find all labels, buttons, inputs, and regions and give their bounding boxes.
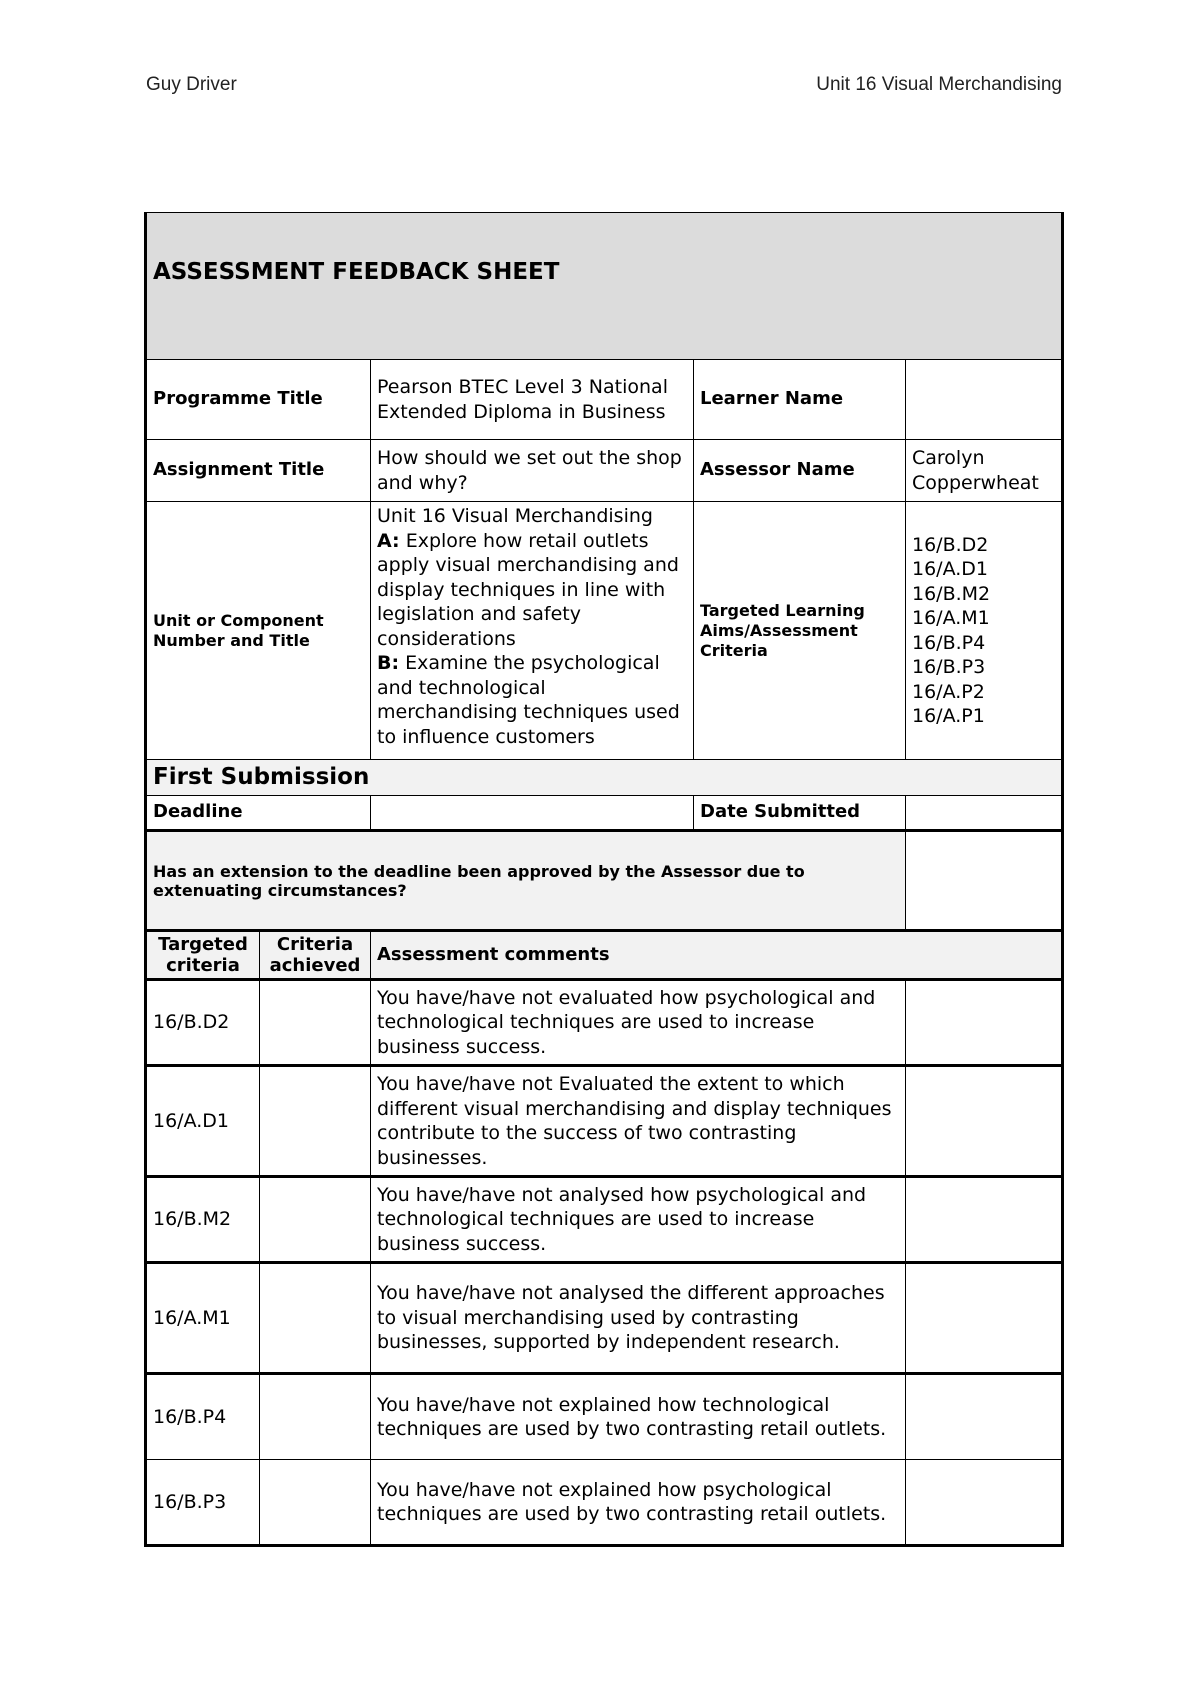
- assignment-title-label: Assignment Title: [146, 440, 371, 502]
- row-criteria: 16/A.M1: [146, 1263, 260, 1374]
- row-comment: You have/have not explained how psychological techniques are used by two contrasting retail outlets.: [371, 1460, 906, 1546]
- row-achieved-field[interactable]: [260, 1263, 371, 1374]
- col-criteria-achieved: Criteria achieved: [260, 931, 371, 980]
- row-criteria: 16/B.M2: [146, 1177, 260, 1263]
- row-achieved-field[interactable]: [260, 1374, 371, 1460]
- table-row: [146, 980, 1063, 1066]
- sheet-title: ASSESSMENT FEEDBACK SHEET: [146, 213, 1063, 360]
- programme-row: [146, 360, 1063, 440]
- first-submission-row: [146, 760, 1063, 796]
- title-row: [146, 213, 1063, 360]
- criteria-item: 16/A.D1: [912, 558, 988, 580]
- col-assessment-comments: Assessment comments: [371, 931, 1063, 980]
- row-extra-field[interactable]: [906, 980, 1063, 1066]
- row-achieved-field[interactable]: [260, 1460, 371, 1546]
- unit-description: [371, 502, 694, 760]
- deadline-label: Deadline: [146, 796, 371, 831]
- criteria-item: 16/B.P3: [912, 656, 986, 678]
- aim-a-text: Explore how retail outlets apply visual merchandising and display techniques in line with legislation and safety considerations: [377, 529, 679, 650]
- assessment-feedback-table: [144, 212, 1064, 1547]
- date-submitted-field[interactable]: [906, 796, 1063, 831]
- deadline-field[interactable]: [371, 796, 694, 831]
- extension-question: Has an extension to the deadline been approved by the Assessor due to extenuating circumstances?: [146, 831, 906, 931]
- row-criteria: 16/B.P4: [146, 1374, 260, 1460]
- table-row: [146, 1177, 1063, 1263]
- aim-b-text: Examine the psychological and technological merchandising techniques used to influence customers: [377, 652, 680, 748]
- criteria-item: 16/A.P2: [912, 680, 985, 703]
- row-achieved-field[interactable]: [260, 1177, 371, 1263]
- criteria-item: 16/A.M1: [912, 607, 990, 629]
- row-extra-field[interactable]: [906, 1263, 1063, 1374]
- row-comment: You have/have not Evaluated the extent to which different visual merchandising and display techniques contribute to the success of two contrasting businesses.: [371, 1066, 906, 1177]
- row-comment: You have/have not analysed the different approaches to visual merchandising used by contrasting businesses, supported by independent research.: [371, 1263, 906, 1374]
- criteria-item: 16/B.D2: [912, 533, 989, 556]
- row-achieved-field[interactable]: [260, 980, 371, 1066]
- learner-name-label: Learner Name: [694, 360, 906, 440]
- table-row: [146, 1263, 1063, 1374]
- deadline-row: [146, 796, 1063, 831]
- table-row: [146, 1460, 1063, 1546]
- row-extra-field[interactable]: [906, 1460, 1063, 1546]
- row-criteria: 16/A.D1: [146, 1066, 260, 1177]
- table-row: [146, 1066, 1063, 1177]
- learner-name-field[interactable]: [906, 360, 1063, 440]
- unit-row: [146, 502, 1063, 760]
- page-header-author: Guy Driver: [146, 74, 237, 95]
- date-submitted-label: Date Submitted: [694, 796, 906, 831]
- row-extra-field[interactable]: [906, 1066, 1063, 1177]
- row-comment: You have/have not explained how technological techniques are used by two contrasting retail outlets.: [371, 1374, 906, 1460]
- assignment-title-value: How should we set out the shop and why?: [371, 440, 694, 502]
- targeted-criteria-list: [906, 502, 1063, 760]
- row-criteria: 16/B.P3: [146, 1460, 260, 1546]
- criteria-header-row: [146, 931, 1063, 980]
- programme-title-label: Programme Title: [146, 360, 371, 440]
- extension-row: [146, 831, 1063, 931]
- programme-title-value: Pearson BTEC Level 3 National Extended Diploma in Business: [371, 360, 694, 440]
- learning-aim-a: [377, 529, 687, 652]
- criteria-item: 16/A.P1: [912, 705, 985, 727]
- col-targeted-criteria: Targeted criteria: [146, 931, 260, 980]
- assignment-row: [146, 440, 1063, 502]
- learning-aim-b: [377, 651, 687, 749]
- extension-answer-field[interactable]: [906, 831, 1063, 931]
- assessor-name-label: Assessor Name: [694, 440, 906, 502]
- aim-a-prefix: A:: [377, 529, 400, 552]
- row-achieved-field[interactable]: [260, 1066, 371, 1177]
- criteria-item: 16/B.M2: [912, 582, 991, 605]
- unit-title: Unit 16 Visual Merchandising: [377, 505, 653, 527]
- row-comment: You have/have not analysed how psychological and technological techniques are used to increase business success.: [371, 1177, 906, 1263]
- targeted-aims-label: Targeted Learning Aims/Assessment Criteria: [694, 502, 906, 760]
- table-row: [146, 1374, 1063, 1460]
- criteria-item: 16/B.P4: [912, 631, 986, 654]
- aim-b-prefix: B:: [377, 652, 400, 674]
- assessor-name-value: Carolyn Copperwheat: [906, 440, 1063, 502]
- page-header-unit: Unit 16 Visual Merchandising: [816, 74, 1062, 95]
- row-criteria: 16/B.D2: [146, 980, 260, 1066]
- row-extra-field[interactable]: [906, 1374, 1063, 1460]
- row-comment: You have/have not evaluated how psychological and technological techniques are used to increase business success.: [371, 980, 906, 1066]
- first-submission-heading: First Submission: [146, 760, 1063, 796]
- row-extra-field[interactable]: [906, 1177, 1063, 1263]
- unit-label: Unit or Component Number and Title: [146, 502, 371, 760]
